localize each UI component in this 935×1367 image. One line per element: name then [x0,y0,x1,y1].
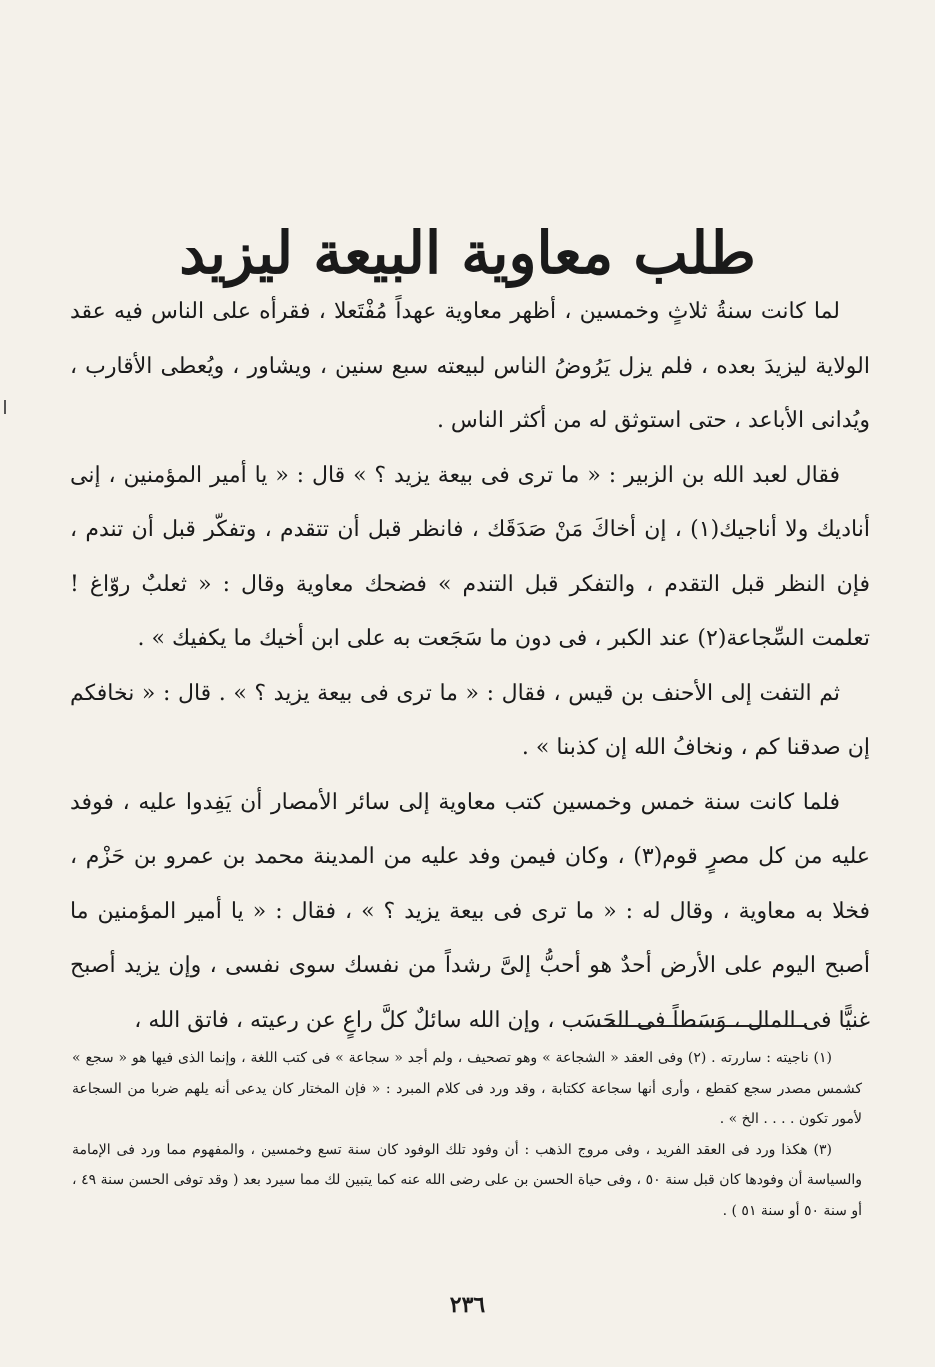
paragraph-3: ثم التفت إلى الأحنف بن قيس ، فقال : « ما ترى فى بيعة يزيد ؟ » . قال : « نخافكم إن صدقنا كم ، ونخافُ الله إن كذبنا » . [70,680,870,760]
footnote-1-2: (١) ناجيته : ساررته . (٢) وفى العقد « الشجاعة » وهو تصحيف ، ولم أجد « سجاعة » فى كتب اللغة ، وإنما الذى فيها هو « سجع » كشمس مصدر سجع كقطع ، وأرى أنها سجاعة ككتابة ، وقد ورد فى كلام المبرد : « فإن المختار كان يدعى أنه يلهم ضربا من السجاعة لأمور تكون . . . . الخ » . [72,1050,862,1127]
footnote-3: (٣) هكذا ورد فى العقد الفريد ، وفى مروج الذهب : أن وفود تلك الوفود كان سنة تسع وخمسين ، والمفهوم مما ورد فى الإمامة والسياسة أن وفودها كان قبل سنة ٥٠ ، وفى حياة الحسن بن على رضى الله عنه كما يتبين لك مما سيرد بعد ( وقد توفى الحسن سنة ٤٩ ، أو سنة ٥٠ أو سنة ٥١ ) . [72,1141,863,1219]
footnote-divider [597,1025,807,1027]
paragraph-2: فقال لعبد الله بن الزبير : « ما ترى فى بيعة يزيد ؟ » قال : « يا أمير المؤمنين ، إنى أناديك ولا أناجيك(١) ، إن أخاكَ مَنْ صَدَقَك ، فانظر قبل أن تتقدم ، وتفكّر قبل أن تندم ، فإن النظر قبل التقدم ، والتفكر قبل التندم » فضحك معاوية وقال : « ثعلبٌ روّاغ ! تعلمت السِّجاعة(٢) عند الكبر ، فى دون ما سَجَعت به على ابن أخيك ما يكفيك » . [70,462,870,651]
page-number: ٢٣٦ [449,1292,486,1318]
main-text [70,285,870,1048]
paragraph-4: فلما كانت سنة خمس وخمسين كتب معاوية إلى سائر الأمصار أن يَفِدوا عليه ، فوفد عليه من كل مصرٍ قوم(٣) ، وكان فيمن وفد عليه من المدينة محمد بن عمرو بن حَزْم ، فخلا به معاوية ، وقال له : « ما ترى فى بيعة يزيد ؟ » ، فقال : « يا أمير المؤمنين ما أصبح اليوم على الأرض أحدٌ هو أحبُّ إلىَّ رشداً من نفسك سوى نفسى ، وإن يزيد أصبح غنيًّا فى المال ، وَسَطاً فى الحَسَب ، وإن الله سائلٌ كلَّ راعٍ عن رعيته ، فاتق الله ، [70,789,870,1033]
paragraph-1: لما كانت سنةُ ثلاثٍ وخمسين ، أظهر معاوية عهداً مُفْتَعلا ، فقرأه على الناس فيه عقد الولاية ليزيدَ بعده ، فلم يزل يَرُوضُ الناس لبيعته سبع سنين ، ويشاور ، ويُعطى الأقارب ، ويُدانى الأباعد ، حتى استوثق له من أكثر الناس . [70,299,870,433]
chapter-title: طلب معاوية البيعة ليزيد [179,218,756,287]
footnotes [72,1043,862,1226]
margin-mark [4,400,6,414]
